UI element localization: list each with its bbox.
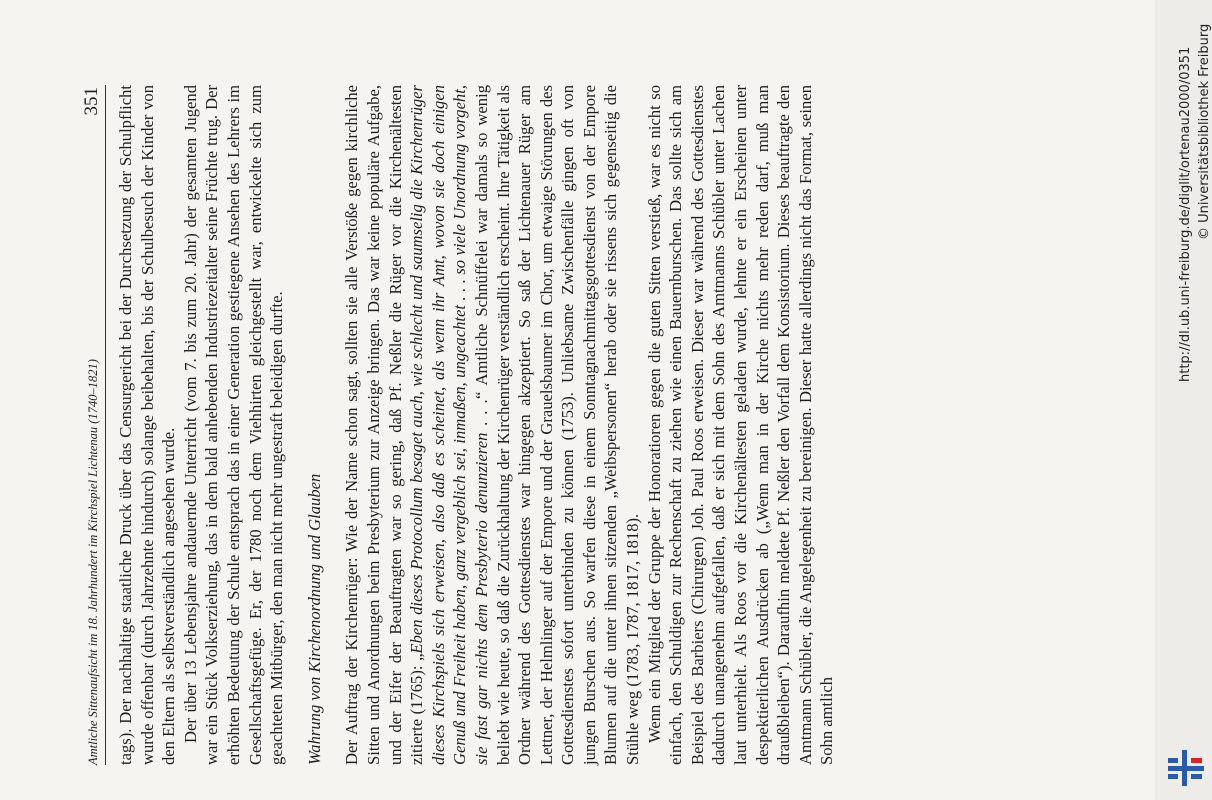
- paragraph-text: Der Auftrag der Kirchenrüger: Wie der Name schon sagt, sollten sie alle Verstöße gegen kirchliche Sitten und Anordnungen beim Presbyterium zur Anzeige bringen. Das war keine populäre Aufgabe, und der Eifer der Beauftragten war so gering, daß Pf. Neßler die Rüger vor die Kirchenältesten zitierte (1765): „: [342, 85, 427, 765]
- paragraph: Der über 13 Lebensjahre andauernde Unterricht (vom 7. bis zum 20. Jahr) der gesamten Jugend war ein Stück Volkserziehung, das in dem bald anhebenden Industriezeitalter seine Früchte trug. Der erhöhten Bedeutung der Schule entsprach das in einer Generation gestiegene Ansehen des Lehrers im Gesellschaftsgefüge. Er, der 1780 noch dem Viehhirten gleichgestellt war, entwickelte sich zum geachteten Mitbürger, den man nicht mehr ungestraft beleidigen durfte.: [180, 85, 287, 765]
- source-url[interactable]: http://dl.ub.uni-freiburg.de/diglit/ortenau2000/0351: [1178, 46, 1193, 382]
- copyright-notice: © Universitätsbibliothek Freiburg: [1197, 23, 1212, 240]
- rotated-text-block: [79, 85, 1079, 765]
- page-number: 351: [81, 87, 102, 116]
- paragraph-text: “ Amtliche Schnüffelei war damals so wenig beliebt wie heute, so daß die Zurückhaltung der Kirchenrüger verständlich erscheint. Ihre Tätigkeit als Ordner während des Gottesdienstes war hingegen akzeptiert. So saß der Lichtenauer Rüger am Lettner, der Helmlinger auf der Empore und der Grauelsbaumer im Chor, um etwaige Störungen des Gottesdienstes sofort unterbinden zu können (1753). Unliebsame Zwischenfälle gingen oft von jungen Burschen aus. So warfen diese in einem Sonntagnachmittagsgottesdienst von der Empore Blumen auf die unter ihnen sitzenden „Weibspersonen“ herab oder sie rissens sich gegenseitig die Stühle weg (1783, 1787, 1817, 1818).: [471, 85, 643, 765]
- paragraph: [341, 85, 643, 765]
- paragraph: Wenn ein Mitglied der Gruppe der Honoratioren gegen die guten Sitten verstieß, war es nicht so einfach, den Schuldigen zur Rechenschaft zu ziehen wie einen Bauernburschen. Das sollte sich am Beispiel des Barbiers (Chirurgen) Joh. Paul Roos erweisen. Dieser war während des Gottesdienstes dadurch unangenehm aufgefallen, daß er sich mit dem Sohn des Amtmanns Schübler unter Lachen laut unterhielt. Als Roos vor die Kirchenältesten geladen wurde, lehnte er ein Erscheinen unter despektierlichen Ausdrücken ab („Wenn man in der Kirche nichts mehr reden darf, muß man draußbleiben“). Daraufhin meldete Pf. Neßler den Vorfall dem Konsistorium. Dieses beauftragte den Amtmann Schübler, die Angelegenheit zu bereinigen. Dieser hatte allerdings nicht das Format, seinen Sohn amtlich: [644, 85, 837, 765]
- page-header: [79, 85, 106, 765]
- library-logo-icon: [1166, 748, 1206, 788]
- quotation: Eben dieses Protocollum besaget auch, wie schlecht und saumselig die Kirchenrüger dieses Kirchspiels sich erweisen, also daß es scheinet, als wenn ihr Amt, wovon sie doch einigen Genuß und Freiheit haben, ganz vergeblich sei, inmaßen, ungeachtet . . . so viele Unordnung vorgeht, sie fast gar nichts dem Presbyterio denunzieren . . .: [407, 85, 491, 765]
- body-text: [115, 85, 838, 765]
- running-title: Amtliche Sittenaufsicht im 18. Jahrhundert im Kirchspiel Lichtenau (1740–1821): [86, 359, 100, 765]
- section-heading: Wahrung von Kirchenordnung und Glauben: [304, 473, 324, 765]
- paragraph: tags). Der nachhaltige staatliche Druck über das Censurgericht bei der Durchsetzung der Schulpflicht wurde offenbar (durch Jahrzehnte hindurch) solange beibehalten, bis der Schulbesuch der Kinder von den Eltern als selbstverständlich angesehen wurde.: [116, 85, 179, 765]
